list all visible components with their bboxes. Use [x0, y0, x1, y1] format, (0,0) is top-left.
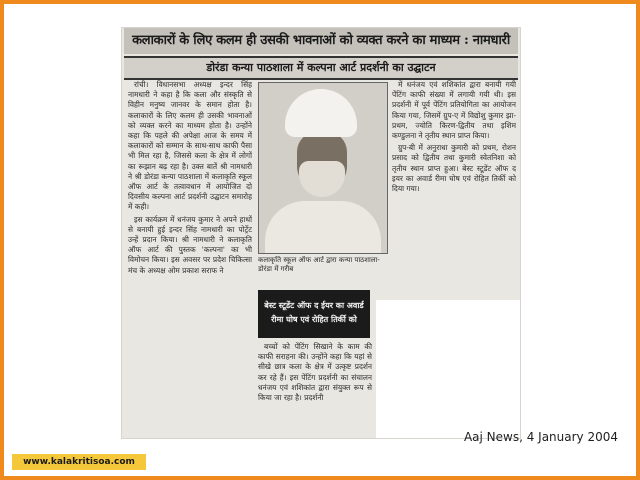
photo-turban [285, 89, 357, 137]
right-paragraph-1: में धनंजय एवं शशिकांत द्वारा बनायी गयी पेंटिंग काफी संख्या में लगायी गयी थी। इस प्रदर्शनी में पूर्व पेंटिंग प्रतियोगिता का आयोजन किया गया, जिसमें ग्रुप-ए में विद्योशु कुमार झा-प्रथम, ज्योति किरण-द्वितीय तथा इशिम कण्डुलना ने तृतीय स्थान प्राप्त किया। [392, 80, 516, 141]
middle-column [258, 342, 372, 434]
middle-paragraph: बच्चों को पेंटिंग सिखाने के काम की काफी सराहना की। उन्होंने कहा कि यहां से सीखे छात्र कला के क्षेत्र में उत्कृष्ट प्रदर्शन कर रहे हैं। इस पेंटिंग प्रदर्शनी का संचालन धनंजय एवं शशिकांत द्वारा संयुक्त रूप से किया जा रहा है। प्रदर्शनी [258, 342, 372, 403]
newspaper-clipping [122, 28, 520, 438]
left-column [128, 80, 252, 434]
photo-shoulders [265, 201, 381, 254]
portrait-photo [258, 82, 388, 254]
left-paragraph-2: इस कार्यक्रम में धनंजय कुमार ने अपने हाथों से बनायी हुई इन्दर सिंह नामधारी का पोर्ट्रेट उन्हें प्रदान किया। श्री नामधारी ने कलाकृति ऑफ आर्ट की पुस्तक 'कल्पना' का भी विमोचन किया। इस अवसर पर प्रदेश चिकित्सा मंच के अध्यक्ष ओम प्रकाश सराफ ने [128, 214, 252, 275]
photo-caption: कलाकृति स्कूल ऑफ आर्ट द्वारा कन्या पाठशाला-डोरंडा में गरीब [258, 256, 380, 273]
clipping-subheadline: डोरंडा कन्या पाठशाला में कल्पना आर्ट प्रदर्शनी का उद्घाटन [124, 56, 518, 80]
left-paragraph-1: रांची। विधानसभा अध्यक्ष इन्दर सिंह नामधारी ने कहा है कि कला और संस्कृति से विहीन मनुष्य जानवर के समान होता है। कलाकारों के लिए कलम ही उसकी भावनाओं को व्यक्त करने का माध्यम होता है। उन्होंने कहा कि पहले की अपेक्षा आज के समय में कलाकारों को सम्मान के साथ-साथ काफी पैसा भी मिल रहा है, जिससे कला के क्षेत्र में लोगों का रूझान बढ़ रहा है। उक्त बातें श्री नामधारी ने श्री डोरंडा कन्या पाठशाला में कलाकृति स्कूल ऑफ आर्ट के तत्वावधान में आयोजित दो दिवसीय कल्पना आर्ट प्रदर्शनी उद्घाटन समारोह में कही। [128, 80, 252, 212]
right-paragraph-2: ग्रुप-बी में अनुराधा कुमारी को प्रथम, रोशन प्रसाद को द्वितीय तथा कुमारी स्वेतनिशा को तृतीय स्थान प्राप्त हुआ। बेस्ट स्टूडेंट ऑफ द इयर का अवार्ड रीमा घोष एवं रोहित तिर्की को दिया गया। [392, 143, 516, 194]
right-column [392, 80, 516, 300]
source-credit: Aaj News, 4 January 2004 [463, 430, 618, 444]
clipping-headline: कलाकारों के लिए कलम ही उसकी भावनाओं को व्यक्त करने का माध्यम : नामधारी [124, 28, 518, 54]
award-banner: बेस्ट स्टूडेंट ऑफ द ईयर का अवार्ड रीमा घोष एवं रोहित तिर्की को [258, 290, 370, 338]
website-link[interactable]: www.kalakritisoa.com [12, 454, 146, 470]
clipping-cutout [376, 300, 520, 438]
photo-beard [299, 161, 345, 197]
